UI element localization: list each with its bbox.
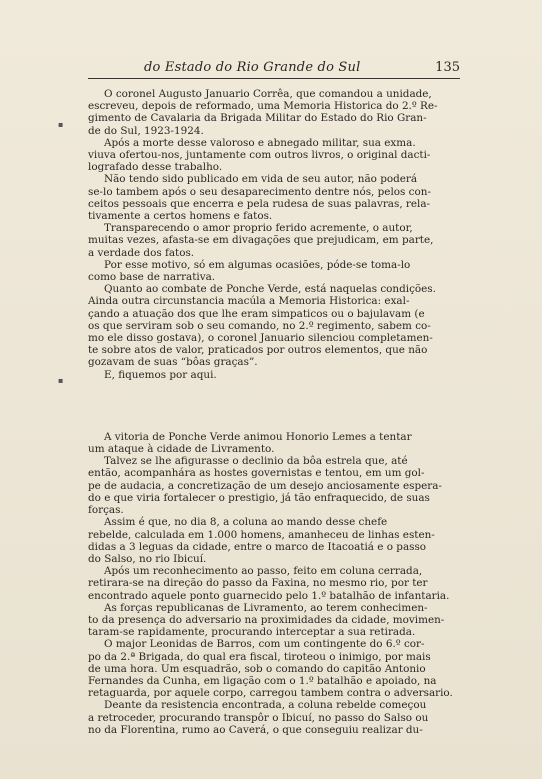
text-line: muitas vezes, afasta-se em divagações que prejudicam, em parte, bbox=[88, 234, 434, 247]
section-gap bbox=[88, 381, 462, 431]
text-line: gozavam de suas “bôas graças”. bbox=[88, 356, 258, 369]
text-line: retirara-se na direção do passo da Faxina, no mesmo rio, por ter bbox=[88, 577, 428, 590]
text-line: como base de narrativa. bbox=[88, 271, 216, 284]
margin-mark: ▪ bbox=[58, 376, 64, 385]
text-line: Assim é que, no dia 8, a coluna ao mando desse chefe bbox=[104, 516, 388, 529]
text-line: Talvez se lhe afigurasse o declinio da bôa estrela que, até bbox=[104, 455, 408, 468]
text-line: tivamente a certos homens e fatos. bbox=[88, 210, 273, 223]
text-line: lografado desse trabalho. bbox=[88, 161, 223, 174]
text-line: os que serviram sob o seu comando, no 2.º regimento, sabem co- bbox=[88, 319, 431, 332]
text-line: A vitoria de Ponche Verde animou Honorio Lemes a tentar bbox=[104, 430, 412, 443]
text-line: didas a 3 leguas da cidade, entre o marco de Itacoatiá e o passo bbox=[88, 540, 427, 553]
text-line: Após a morte desse valoroso e abnegado militar, sua exma. bbox=[104, 136, 416, 149]
text-line: to da presença do adversario na proximidades da cidade, movimen- bbox=[88, 613, 445, 626]
text-line: Ainda outra circunstancia macúla a Memoria Historica: exal- bbox=[88, 295, 410, 308]
text-line: Fernandes da Cunha, em ligação com o 1.º batalhão e apoiado, na bbox=[88, 674, 437, 687]
text-line: Deante da resistencia encontrada, a coluna rebelde começou bbox=[104, 699, 427, 712]
text-line: retaguarda, por aquele corpo, carregou tambem contra o adversario. bbox=[88, 687, 453, 700]
text-line: forças. bbox=[88, 504, 124, 517]
text-line: a retroceder, procurando transpôr o Ibicuí, no passo do Salso ou bbox=[88, 711, 429, 724]
running-title: do Estado do Rio Grande do Sul bbox=[144, 60, 361, 75]
text-line: O coronel Augusto Januario Corrêa, que comandou a unidade, bbox=[104, 88, 432, 100]
text-line: te sobre atos de valor, praticados por outros elementos, que não bbox=[88, 344, 428, 357]
bottom-section bbox=[88, 431, 462, 736]
text-line: rebelde, calculada em 1.000 homens, amanheceu de linhas esten- bbox=[88, 528, 435, 541]
text-line: As forças republicanas de Livramento, ao terem conhecimen- bbox=[104, 601, 428, 614]
text-line: do Salso, no rio Ibicuí. bbox=[88, 552, 207, 565]
text-line: taram-se rapidamente, procurando interceptar a sua retirada. bbox=[88, 626, 416, 639]
text-line: ceitos pessoais que encerra e pela rudesa de suas palavras, rela- bbox=[88, 197, 431, 210]
text-line: encontrado aquele ponto guarnecido pelo 1.º batalhão de infantaria. bbox=[88, 589, 450, 602]
page-number: 135 bbox=[435, 60, 460, 75]
text-line: de do Sul, 1923-1924. bbox=[88, 124, 204, 137]
text-line: no da Florentina, rumo ao Caverá, o que conseguiu realizar du- bbox=[88, 723, 423, 736]
page-body bbox=[88, 88, 462, 736]
margin-mark: ▪ bbox=[58, 120, 64, 129]
text-line: a verdade dos fatos. bbox=[88, 246, 195, 259]
text-line: E, fiquemos por aqui. bbox=[104, 368, 217, 381]
text-line: O major Leonidas de Barros, com um contingente do 6.º cor- bbox=[104, 638, 425, 651]
text-line: Não tendo sido publicado em vida de seu autor, não poderá bbox=[104, 173, 418, 186]
text-line: de uma hora. Um esquadrão, sob o comando do capitão Antonio bbox=[88, 662, 426, 675]
text-line: se-lo tambem após o seu desaparecimento dentre nós, pelos con- bbox=[88, 185, 431, 198]
text-line: então, acompanhára as hostes governistas e tentou, em um gol- bbox=[88, 467, 425, 480]
text-line: do e que viria fortalecer o prestigio, já tão enfraquecido, de suas bbox=[88, 491, 430, 504]
text-line: pe de audacia, a concretização de um desejo anciosamente espera- bbox=[88, 479, 442, 492]
text-line: Após um reconhecimento ao passo, feito em coluna cerrada, bbox=[104, 565, 423, 578]
text-line: viuva ofertou-nos, juntamente com outros livros, o original dacti- bbox=[88, 149, 431, 162]
text-line: Por esse motivo, só em algumas ocasiões, póde-se toma-lo bbox=[104, 258, 411, 271]
text-line: gimento de Cavalaria da Brigada Militar do Estado do Rio Gran- bbox=[88, 112, 427, 125]
text-line: um ataque à cidade de Livramento. bbox=[88, 443, 275, 456]
text-line: çando a atuação dos que lhe eram simpaticos ou o bajulavam (e bbox=[88, 307, 425, 320]
top-section bbox=[88, 88, 462, 381]
text-line: Quanto ao combate de Ponche Verde, está naquelas condições. bbox=[104, 283, 436, 296]
text-line: mo ele disso gostava), o coronel Januario silenciou completamen- bbox=[88, 332, 433, 345]
page-header bbox=[88, 60, 460, 79]
text-line: escreveu, depois de reformado, uma Memoria Historica do 2.º Re- bbox=[88, 100, 438, 113]
text-line: po da 2.ª Brigada, do qual era fiscal, tiroteou o inimigo, por mais bbox=[88, 650, 431, 663]
text-line: Transparecendo o amor proprio ferido acremente, o autor, bbox=[104, 222, 413, 235]
